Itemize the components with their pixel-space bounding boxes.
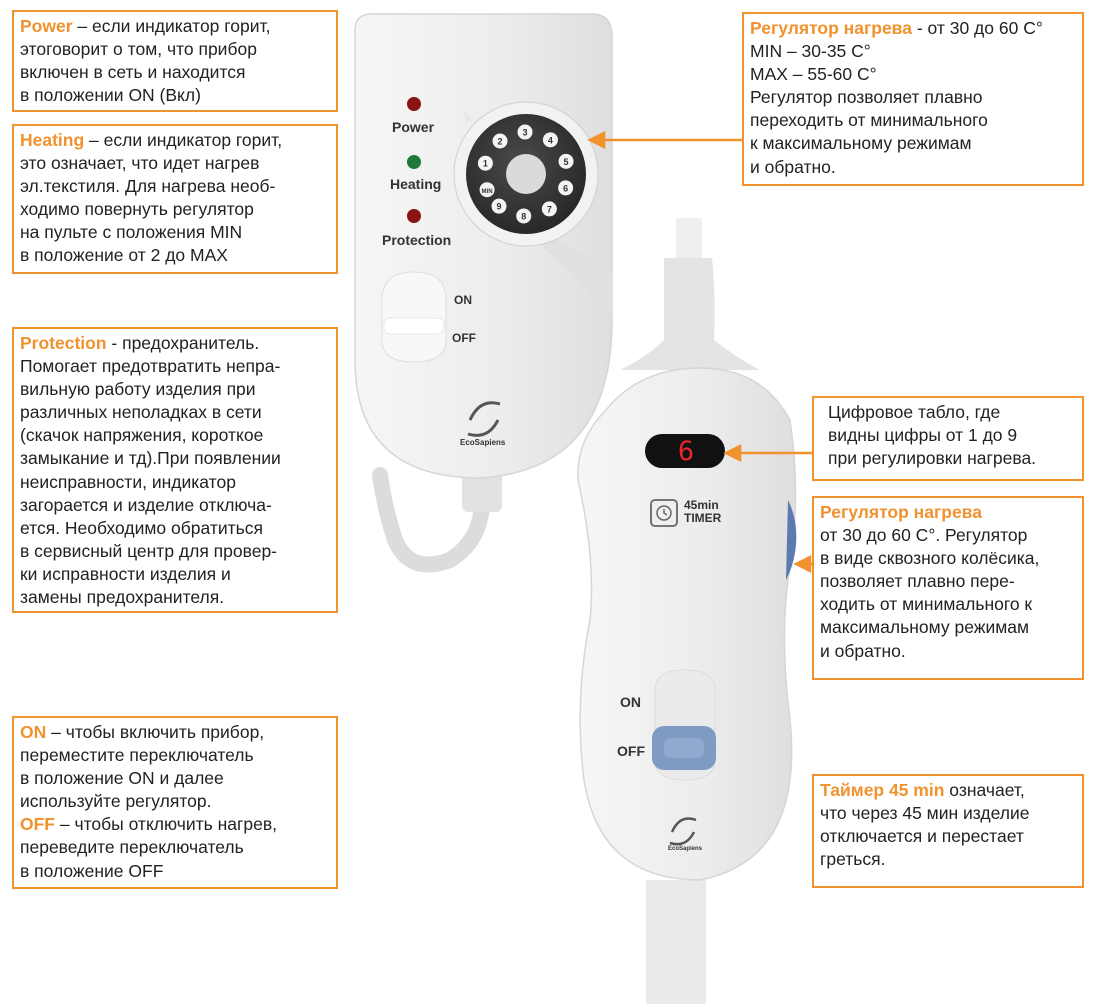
remote2-brand: EcoSapiens	[668, 846, 703, 852]
callout-on-title: ON	[20, 722, 47, 742]
remote1-switch-slot	[382, 272, 446, 362]
arrowhead-wheel	[796, 557, 810, 571]
callout-on-off: ON – чтобы включить прибор, переместите переключатель в положение ON и далее используйте регулятор. OFF – чтобы отключить нагрев, переведите переключатель в положение OFF	[12, 716, 338, 889]
callout-regulator-wheel: Регулятор нагрева от 30 до 60 С°. Регулятор в виде сквозного колёсика, позволяет плавно пере- ходить от минимального к максимальному режимам и обратно.	[812, 496, 1084, 680]
remote2-on-label: ON	[620, 694, 641, 710]
callout-protection-title: Protection	[20, 333, 107, 353]
dial-mark-label: 5	[563, 156, 569, 167]
temperature-dial[interactable]	[454, 102, 598, 246]
protection-led	[407, 209, 421, 223]
timer-label-minutes: 45min	[684, 498, 719, 512]
remote2-cord-bottom	[646, 880, 706, 1004]
heating-label: Heating	[390, 176, 442, 192]
callout-regulator-top: Регулятор нагрева - от 30 до 60 С° MIN – 30-35 С° MAX – 55-60 С° Регулятор позволяет плавно переходить от минимального к максимальному режимам и обратно.	[742, 12, 1084, 186]
remote2-cord-top	[676, 218, 702, 258]
dial-mark-label: 9	[496, 201, 502, 212]
power-label: Power	[392, 119, 435, 135]
power-led	[407, 97, 421, 111]
callout-regulator-wheel-title: Регулятор нагрева	[820, 502, 982, 522]
dial-mark-label: 1	[482, 158, 488, 169]
callout-protection: Protection - предохранитель. Помогает предотвратить непра- вильную работу изделия при различных неполадках в сети (скачок напряжения, короткое замыкание и тд).При появлении неисправности, индикатор загорается и изделие отключа- ется. Необходимо обратиться в сервисный центр для провер- ки исправности изделия и замены предохранителя.	[12, 327, 338, 613]
remote1-on-label: ON	[454, 293, 472, 307]
protection-label: Protection	[382, 232, 452, 248]
dial-mark-label: 2	[497, 136, 503, 147]
remote1-off-label: OFF	[452, 331, 476, 345]
remote2-off-label: OFF	[617, 743, 645, 759]
callout-heating: Heating – если индикатор горит, это означает, что идет нагрев эл.текстиля. Для нагрева необ- ходимо повернуть регулятор на пульте с положения MIN в положение от 2 до MAX	[12, 124, 338, 274]
heating-led	[407, 155, 421, 169]
dial-mark-label: 6	[563, 183, 569, 194]
remote1-brand: EcoSapiens	[460, 438, 506, 447]
timer-label-timer: TIMER	[684, 511, 722, 525]
dial-mark-label: 3	[522, 127, 528, 138]
remote2-cord-sleeve	[620, 258, 760, 370]
display-value: 6	[677, 436, 695, 467]
callout-display: Цифровое табло, где видны цифры от 1 до 9 при регулировки нагрева.	[812, 396, 1084, 481]
dial-mark-label: 8	[521, 211, 527, 222]
remote1-switch-slider[interactable]	[384, 318, 444, 334]
callout-power-title: Power	[20, 16, 73, 36]
callout-heating-title: Heating	[20, 130, 85, 150]
callout-timer-title: Таймер 45 min	[820, 780, 945, 800]
dial-mark-label: 7	[546, 204, 552, 215]
dial-mark-label: MIN	[481, 189, 493, 196]
callout-regulator-top-title: Регулятор нагрева	[750, 18, 912, 38]
dial-center-knob	[506, 154, 546, 194]
callout-power: Power – если индикатор горит, этоговорит о том, что прибор включен в сеть и находится в положении ON (Вкл)	[12, 10, 338, 112]
callout-off-title: OFF	[20, 814, 55, 835]
callout-timer: Таймер 45 min означает, что через 45 мин изделие отключается и перестает греться.	[812, 774, 1084, 888]
dial-mark-label: 4	[547, 135, 553, 146]
